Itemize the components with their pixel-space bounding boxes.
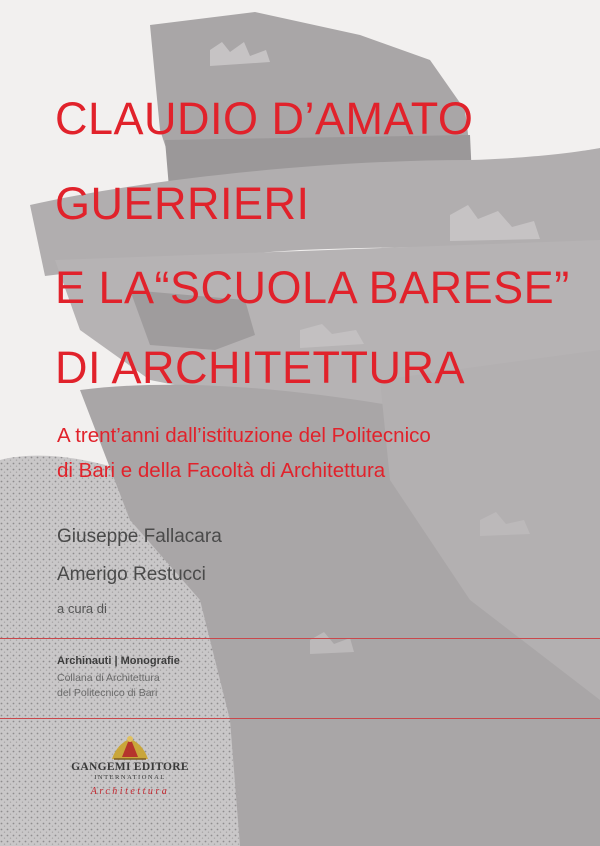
editor-name-1: Giuseppe Fallacara [57, 526, 222, 547]
title-line-1: CLAUDIO D’AMATO [55, 93, 474, 144]
publisher-imprint: Architettura [90, 786, 170, 797]
publisher-subname: INTERNATIONAL [94, 774, 166, 781]
title-line-4: DI ARCHITETTURA [55, 342, 466, 393]
series-line-1: Collana di Architettura [57, 672, 160, 684]
title-line-2: GUERRIERI [55, 178, 310, 229]
publisher-emblem-icon [108, 733, 152, 761]
editor-name-2: Amerigo Restucci [57, 564, 206, 585]
divider-top [0, 638, 600, 639]
curated-by-label: a cura di [57, 601, 107, 616]
series-title: Archinauti | Monografie [57, 655, 180, 667]
publisher-logo [40, 733, 220, 833]
publisher-name: GANGEMI EDITORE [71, 761, 189, 773]
subtitle-line-1: A trent’anni dall’istituzione del Politecnico [57, 424, 431, 447]
title-line-3: E LA“SCUOLA BARESE” [55, 262, 570, 313]
divider-bottom [0, 718, 600, 719]
series-line-2: del Politecnico di Bari [57, 687, 158, 699]
subtitle-line-2: di Bari e della Facoltà di Architettura [57, 459, 386, 482]
